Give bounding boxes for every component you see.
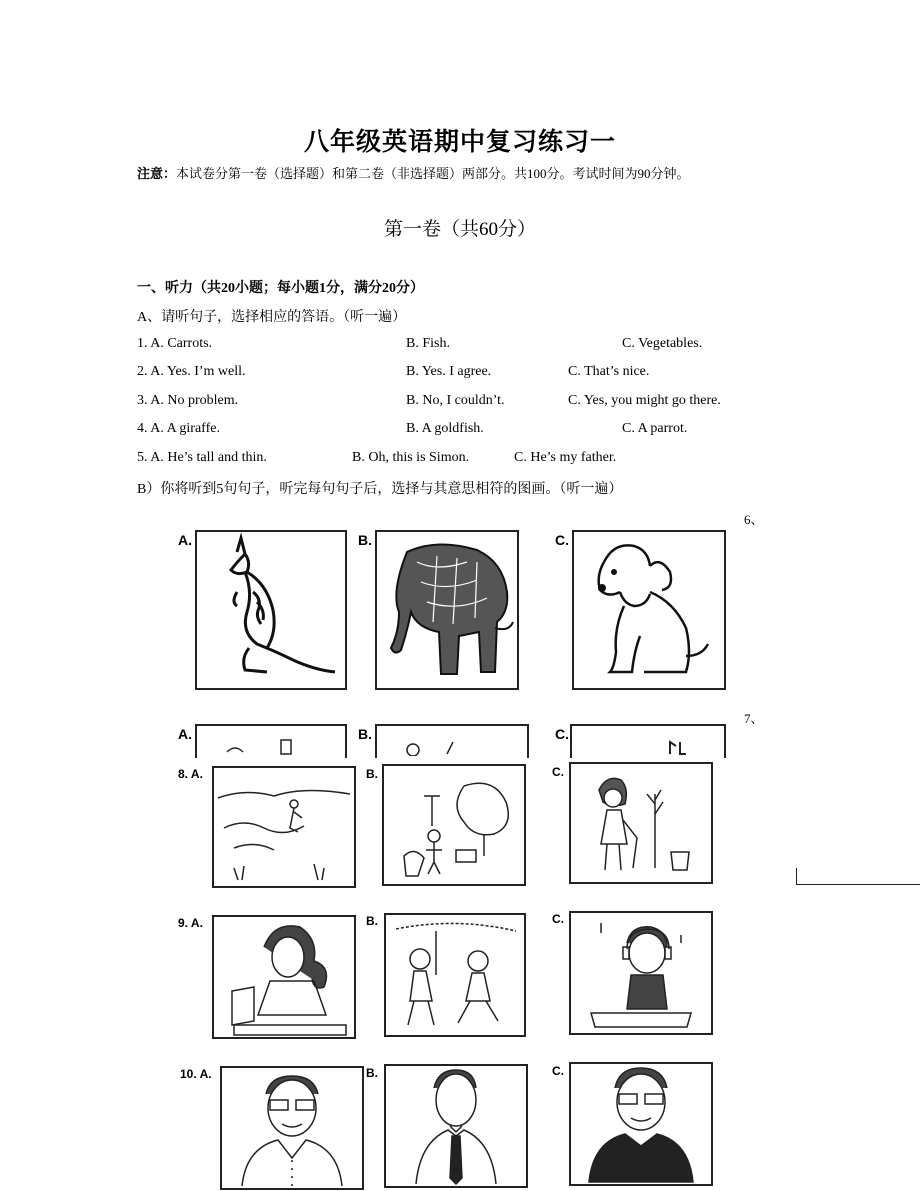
q5-option-a: 5. A. He’s tall and thin. — [137, 450, 267, 465]
q10-picture-c — [569, 1062, 713, 1186]
page-title: 八年级英语期中复习练习一 — [303, 127, 616, 156]
q9-picture-a — [212, 915, 356, 1039]
man-glasses-drawing — [222, 1068, 362, 1188]
q3-option-a: 3. A. No problem. — [137, 393, 239, 408]
q10-picture-b — [384, 1064, 528, 1188]
q7-picture-a-fragment — [197, 726, 345, 756]
q10-label-c: C. — [552, 1064, 564, 1078]
q6-picture-c — [572, 530, 726, 690]
q8-label-c: C. — [552, 765, 564, 779]
q2-option-c: C. That’s nice. — [568, 364, 650, 379]
children-running-drawing — [386, 915, 524, 1035]
part-b-instruction: B）你将听到5句句子，听完每句句子后，选择与其意思相符的图画。（听一遍） — [137, 482, 623, 497]
q10-label-a: 10. A. — [180, 1067, 212, 1081]
q7-number: 7、 — [744, 711, 764, 726]
q2-option-a: 2. A. Yes. I’m well. — [137, 364, 246, 379]
q3-option-b: B. No, I couldn’t. — [406, 393, 505, 408]
elephant-drawing — [377, 532, 517, 688]
q7-label-b: B. — [358, 726, 372, 742]
q6-picture-a — [195, 530, 347, 690]
q5-option-b: B. Oh, this is Simon. — [352, 450, 470, 465]
q7-picture-a — [195, 724, 347, 758]
notice-label: 注意： — [137, 166, 177, 181]
q1-option-a: 1. A. Carrots. — [137, 336, 213, 351]
q9-label-c: C. — [552, 912, 564, 926]
q7-label-c: C. — [555, 726, 569, 742]
part-title: 第一卷（共60分） — [383, 219, 536, 240]
q9-label-b: B. — [366, 914, 378, 928]
park-scene-drawing — [384, 766, 524, 884]
q9-picture-b — [384, 913, 526, 1037]
girl-planting-drawing — [571, 764, 711, 882]
q1-option-c: C. Vegetables. — [622, 336, 703, 351]
notice-text: 本试卷分第一卷（选择题）和第二卷（非选择题）两部分。共100分。考试时间为90分钟。 — [176, 166, 690, 181]
q2-option-b: B. Yes. I agree. — [406, 364, 492, 379]
q9-label-a: 9. A. — [178, 916, 203, 930]
q8-label-b: B. — [366, 767, 378, 781]
q6-picture-b — [375, 530, 519, 690]
q6-label-c: C. — [555, 532, 569, 548]
q9-picture-c — [569, 911, 713, 1035]
q6-label-b: B. — [358, 532, 372, 548]
dog-drawing — [574, 532, 724, 688]
q5-option-c: C. He’s my father. — [514, 450, 617, 465]
q8-picture-b — [382, 764, 526, 886]
q4-option-b: B. A goldfish. — [406, 421, 484, 436]
q3-option-c: C. Yes, you might go there. — [568, 393, 721, 408]
part-a-instruction: A、请听句子，选择相应的答语。（听一遍） — [137, 310, 407, 325]
man-glasses-dark-drawing — [571, 1064, 711, 1184]
man-tie-drawing — [386, 1066, 526, 1186]
q6-number: 6、 — [744, 512, 764, 527]
q7-picture-b — [375, 724, 529, 758]
q7-label-a: A. — [178, 726, 192, 742]
exam-notice — [137, 163, 690, 182]
page-edge-artifact — [796, 868, 920, 885]
q8-picture-c — [569, 762, 713, 884]
q1-option-b: B. Fish. — [406, 336, 450, 351]
q4-option-a: 4. A. A giraffe. — [137, 421, 220, 436]
section-title: 一、听力（共20小题；每小题1分，满分20分） — [137, 281, 424, 296]
q7-picture-b-fragment — [377, 726, 527, 756]
girl-reading-drawing — [214, 917, 354, 1037]
beach-scene-drawing — [214, 768, 354, 886]
q6-label-a: A. — [178, 532, 192, 548]
kangaroo-drawing — [197, 532, 345, 688]
q7-picture-c — [570, 724, 726, 758]
q10-picture-a — [220, 1066, 364, 1190]
q8-label-a: 8. A. — [178, 767, 203, 781]
q10-label-b: B. — [366, 1066, 378, 1080]
q8-picture-a — [212, 766, 356, 888]
boy-music-drawing — [571, 913, 711, 1033]
q7-picture-c-fragment — [572, 726, 724, 756]
q4-option-c: C. A parrot. — [622, 421, 688, 436]
